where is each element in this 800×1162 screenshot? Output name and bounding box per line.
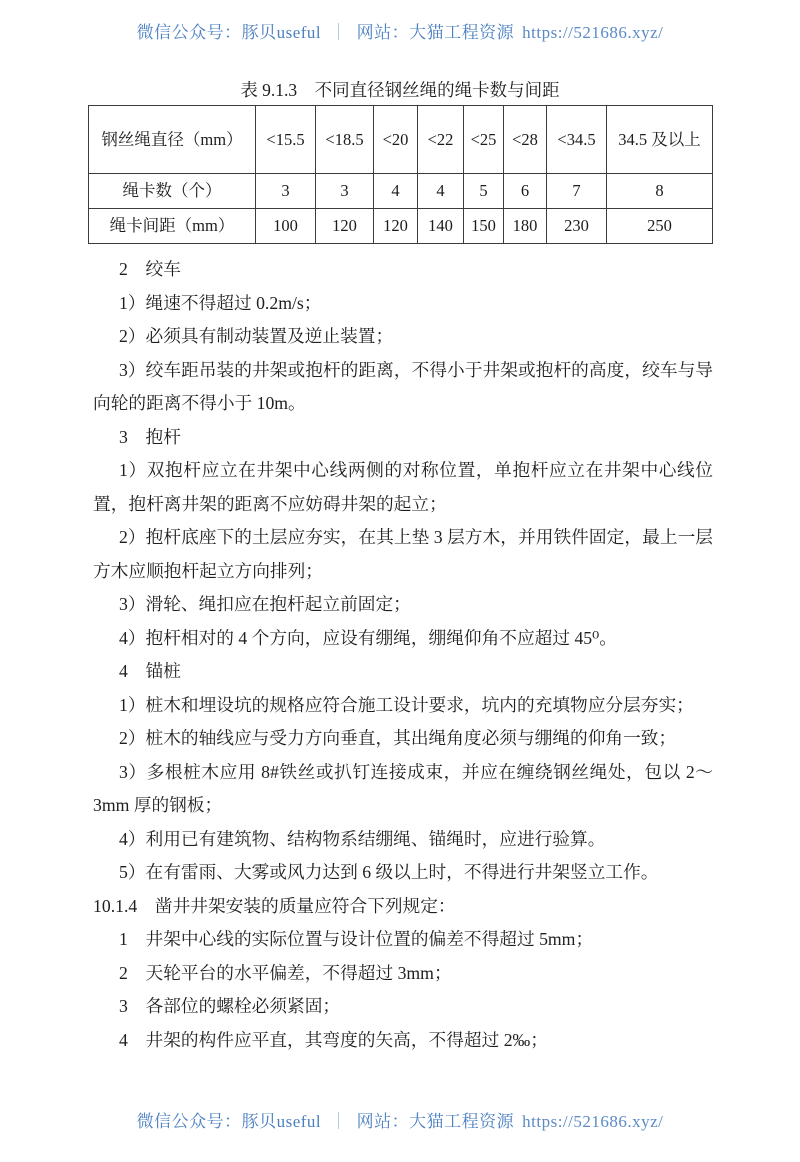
paragraph: 2 绞车 [119, 259, 181, 279]
paragraph: 3）绞车距吊装的井架或抱杆的距离，不得小于井架或抱杆的高度，绞车与导向轮的距离不得小于 10m。 [93, 359, 713, 413]
paragraph: 1）绳速不得超过 0.2m/s； [119, 292, 322, 313]
rope-clip-spec-table [88, 105, 713, 244]
paragraph: 3）滑轮、绳扣应在抱杆起立前固定； [119, 594, 411, 614]
paragraph: 2）桩木的轴线应与受力方向垂直，其出绳角度必须与绷绳的仰角一致； [119, 728, 677, 748]
value-cell: 6 [504, 174, 547, 209]
value-cell: 3 [256, 174, 316, 209]
value-cell: 5 [464, 174, 504, 209]
value-cell: 150 [464, 209, 504, 244]
paragraph: 4）利用已有建筑物、结构物系结绷绳、锚绳时，应进行验算。 [119, 828, 606, 849]
paragraph: 1）双抱杆应立在井架中心线两侧的对称位置，单抱杆应立在井架中心线位置，抱杆离井架的距离不应妨碍井架的起立； [93, 460, 713, 514]
value-cell: 7 [547, 174, 607, 209]
table-row [89, 209, 713, 244]
value-cell: <28 [504, 106, 547, 174]
value-cell: 120 [316, 209, 374, 244]
table-row [89, 174, 713, 209]
body-text [93, 253, 713, 1057]
watermark-header [0, 18, 800, 43]
header-separator: ｜ [330, 23, 348, 42]
website-label: 网站：大猫工程资源 [356, 23, 515, 42]
row-label-cell: 绳卡数（个） [89, 174, 256, 209]
table-title: 表 9.1.3 不同直径钢丝绳的绳卡数与间距 [240, 80, 560, 100]
paragraph: 2 天轮平台的水平偏差，不得超过 3mm； [119, 962, 452, 983]
paragraph: 5）在有雷雨、大雾或风力达到 6 级以上时，不得进行井架竖立工作。 [119, 862, 659, 882]
website-label: 网站：大猫工程资源 [356, 1112, 515, 1131]
wechat-account-label: 微信公众号：豚贝useful [136, 23, 322, 42]
watermark-footer [0, 1107, 800, 1132]
paragraph: 4）抱杆相对的 4 个方向，应设有绷绳，绷绳仰角不应超过 45⁰。 [119, 627, 617, 648]
paragraph: 3 抱杆 [119, 426, 181, 447]
value-cell: <22 [418, 106, 464, 174]
value-cell: <34.5 [547, 106, 607, 174]
value-cell: 180 [504, 209, 547, 244]
paragraph: 3 各部位的螺栓必须紧固； [119, 996, 341, 1016]
value-cell: 140 [418, 209, 464, 244]
value-cell: 230 [547, 209, 607, 244]
paragraph: 4 井架的构件应平直，其弯度的矢高，不得超过 2‰； [119, 1029, 548, 1050]
value-cell: 4 [418, 174, 464, 209]
value-cell: 3 [316, 174, 374, 209]
paragraph: 1 井架中心线的实际位置与设计位置的偏差不得超过 5mm； [119, 929, 594, 949]
value-cell: <20 [374, 106, 418, 174]
paragraph: 2）抱杆底座下的土层应夯实，在其上垫 3 层方木，并用铁件固定，最上一层方木应顺抱杆起立方向排列； [93, 527, 713, 581]
value-cell: 120 [374, 209, 418, 244]
value-cell: 250 [607, 209, 713, 244]
value-cell: <25 [464, 106, 504, 174]
value-cell: 4 [374, 174, 418, 209]
website-url-link[interactable]: https://521686.xyz/ [522, 23, 664, 42]
row-label-cell: 绳卡间距（mm） [89, 209, 256, 244]
paragraph: 3）多根桩木应用 8#铁丝或扒钉连接成束，并应在缠绕钢丝绳处，包以 2～3mm 厚的钢板； [93, 761, 713, 815]
row-label-cell: 钢丝绳直径（mm） [89, 106, 256, 174]
value-cell: 100 [256, 209, 316, 244]
value-cell: 34.5 及以上 [607, 106, 713, 174]
wechat-account-label: 微信公众号：豚贝useful [136, 1112, 322, 1131]
paragraph: 4 锚桩 [119, 661, 181, 681]
website-url-link[interactable]: https://521686.xyz/ [522, 1112, 664, 1131]
paragraph: 10.1.4 凿井井架安装的质量应符合下列规定： [93, 895, 456, 916]
value-cell: <18.5 [316, 106, 374, 174]
table-header-row [89, 106, 713, 174]
paragraph: 2）必须具有制动装置及逆止装置； [119, 326, 394, 346]
footer-separator: ｜ [330, 1112, 348, 1131]
value-cell: 8 [607, 174, 713, 209]
paragraph: 1）桩木和埋设坑的规格应符合施工设计要求，坑内的充填物应分层夯实； [119, 694, 694, 715]
value-cell: <15.5 [256, 106, 316, 174]
